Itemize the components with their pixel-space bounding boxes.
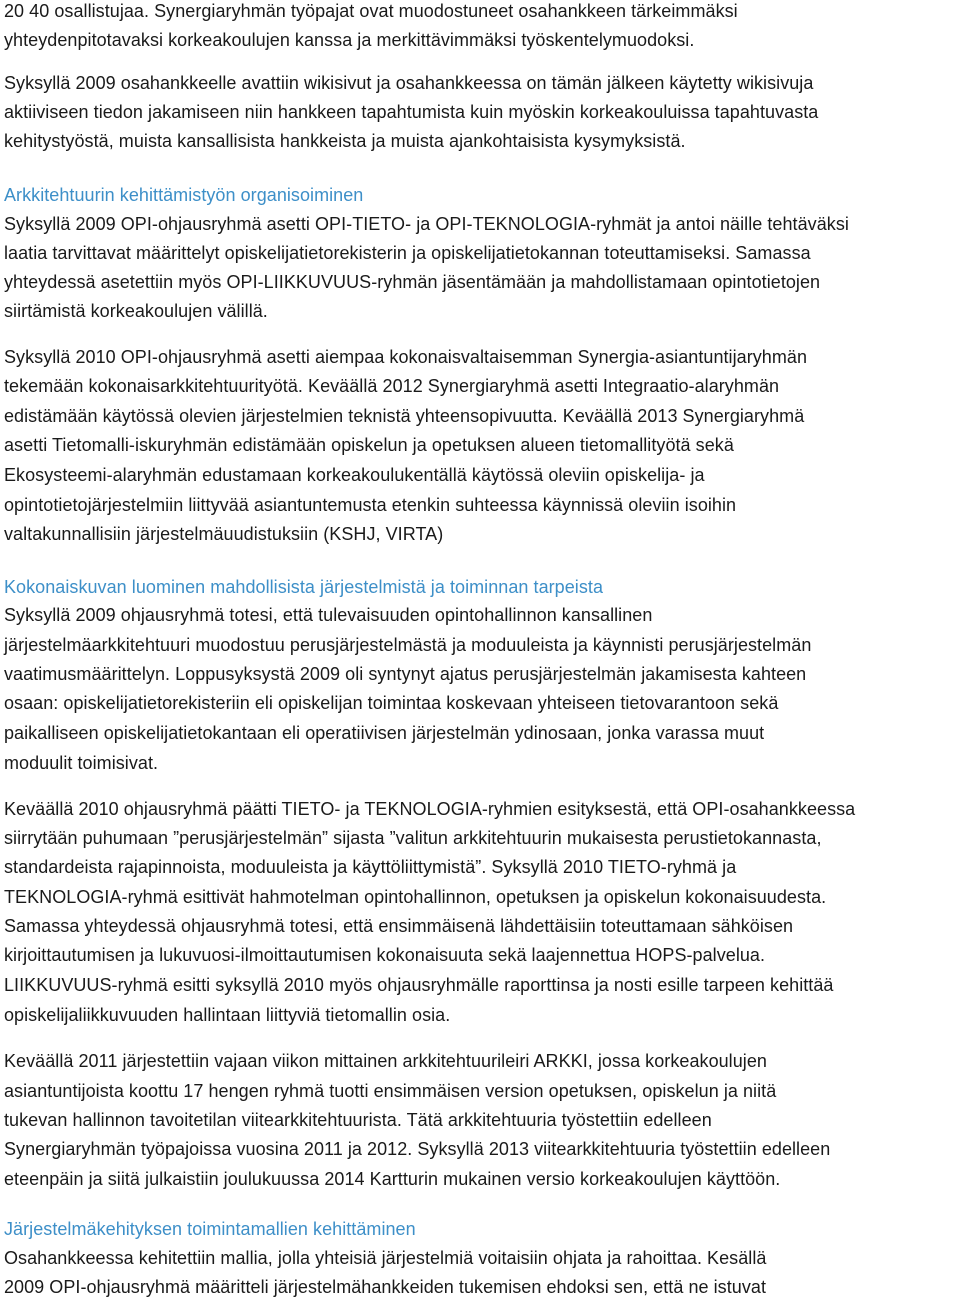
text-line: Synergiaryhmän työpajoissa vuosina 2011 ja 2012. Syksyllä 2013 viitearkkitehtuuria työstettiin edelleen [4, 1139, 831, 1159]
section-heading-models: Järjestelmäkehityksen toimintamallien kehittäminen [4, 1219, 416, 1239]
text-line: opiskelijaliikkuvuuden hallintaan liittyviä tietomallin osia. [4, 1005, 451, 1025]
text-line: tekemään kokonaisarkkitehtuurityötä. Keväällä 2012 Synergiaryhmä asetti Integraatio-alaryhmän [4, 376, 780, 396]
text-line: järjestelmäarkkitehtuuri muodostuu perusjärjestelmästä ja moduuleista ja käynnisti perusjärjestelmän [4, 635, 812, 655]
text-line: asiantuntijoista koottu 17 hengen ryhmä tuotti ensimmäisen version opetuksen, opiskelun ja niitä [4, 1081, 777, 1101]
text-line: 20 40 osallistujaa. Synergiaryhmän työpajat ovat muodostuneet osahankkeen tärkeimmäksi [4, 1, 738, 21]
text-line: valtakunnallisiin järjestelmäuudistuksiin (KSHJ, VIRTA) [4, 524, 444, 544]
text-line: siirtämistä korkeakoulujen välillä. [4, 301, 268, 321]
text-line: 2009 OPI-ohjausryhmä määritteli järjestelmähankkeiden tukemisen ehdoksi sen, että ne istuvat [4, 1277, 766, 1297]
text-line: Syksyllä 2009 osahankkeelle avattiin wikisivut ja osahankkeessa on tämän jälkeen käytetty wikisivuja [4, 73, 814, 93]
text-line: opintotietojärjestelmiin liittyvää asiantuntemusta etenkin suhteessa käynnissä oleviin isoihin [4, 495, 737, 515]
text-line: Syksyllä 2009 ohjausryhmä totesi, että tulevaisuuden opintohallinnon kansallinen [4, 605, 653, 625]
text-line: Samassa yhteydessä ohjausryhmä totesi, että ensimmäisenä lähdettäisiin toteuttamaan sähköisen [4, 916, 794, 936]
text-line: moduulit toimisivat. [4, 753, 159, 773]
text-line: Keväällä 2011 järjestettiin vajaan viikon mittainen arkkitehtuurileiri ARKKI, jossa korkeakoulujen [4, 1051, 767, 1071]
text-line: kehitystyöstä, muista kansallisista hankkeista ja muista ajankohtaisista kysymyksistä. [4, 131, 686, 151]
text-line: edistämään käytössä olevien järjestelmien teknistä yhteensopivuutta. Keväällä 2013 Synergiaryhmä [4, 406, 805, 426]
text-line: Ekosysteemi-alaryhmän edustamaan korkeakoulukentällä käytössä oleviin opiskelija- ja [4, 465, 705, 485]
text-line: LIIKKUVUUS-ryhmä esitti syksyllä 2010 myös ohjausryhmälle raporttinsa ja nosti esille tarpeen kehittää [4, 975, 834, 995]
text-line: siirrytään puhumaan ”perusjärjestelmän” sijasta ”valitun arkkitehtuurin mukaisesta perustietokannasta, [4, 828, 822, 848]
text-line: standardeista rajapinnoista, moduuleista ja käyttöliittymistä”. Syksyllä 2010 TIETO-ryhmä ja [4, 857, 737, 877]
text-line: Keväällä 2010 ohjausryhmä päätti TIETO- ja TEKNOLOGIA-ryhmien esityksestä, että OPI-osahankkeessa [4, 799, 856, 819]
text-line: asetti Tietomalli-iskuryhmän edistämään opiskelun ja opetuksen alueen tietomallityötä sekä [4, 435, 734, 455]
section-heading-overview: Kokonaiskuvan luominen mahdollisista järjestelmistä ja toiminnan tarpeista [4, 577, 603, 597]
text-line: yhteydessä asetettiin myös OPI-LIIKKUVUUS-ryhmän jäsentämään ja mahdollistamaan opintotietojen [4, 272, 821, 292]
text-line: yhteydenpitotavaksi korkeakoulujen kanssa ja merkittävimmäksi työskentelymuodoksi. [4, 30, 695, 50]
text-line: kirjoittautumisen ja lukuvuosi-ilmoittautumisen kokonaisuuta sekä laajennettua HOPS-palvelua. [4, 945, 766, 965]
text-line: laatia tarvittavat määrittelyt opiskelijatietorekisterin ja opiskelijatietokannan toteuttamiseksi. Samassa [4, 243, 811, 263]
text-line: eteenpäin ja siitä julkaistiin joulukuussa 2014 Kartturin mukainen versio korkeakoulujen käyttöön. [4, 1169, 781, 1189]
text-line: vaatimusmäärittelyn. Loppusyksystä 2009 oli syntynyt ajatus perusjärjestelmän jakamisesta kahteen [4, 664, 807, 684]
text-line: Syksyllä 2009 OPI-ohjausryhmä asetti OPI-TIETO- ja OPI-TEKNOLOGIA-ryhmät ja antoi näille tehtäväksi [4, 214, 849, 234]
text-line: paikalliseen opiskelijatietokantaan eli operatiivisen järjestelmän ydinosaan, jonka varassa muut [4, 723, 765, 743]
text-line: TEKNOLOGIA-ryhmä esittivät hahmotelman opintohallinnon, opetuksen ja opiskelun kokonaisuudesta. [4, 887, 827, 907]
text-line: tukevan hallinnon tavoitetilan viitearkkitehtuurista. Tätä arkkitehtuuria työstettiin edelleen [4, 1110, 712, 1130]
text-line: osaan: opiskelijatietorekisteriin eli opiskelijan toimintaa koskevaan yhteiseen tietovarantoon sekä [4, 693, 779, 713]
text-line: Syksyllä 2010 OPI-ohjausryhmä asetti aiempaa kokonaisvaltaisemman Synergia-asiantuntijaryhmän [4, 347, 808, 367]
text-line: Osahankkeessa kehitettiin mallia, jolla yhteisiä järjestelmiä voitaisiin ohjata ja rahoittaa. Kesällä [4, 1248, 767, 1268]
text-line: aktiiviseen tiedon jakamiseen niin hankkeen tapahtumista kuin myöskin korkeakouluissa tapahtuvasta [4, 102, 819, 122]
section-heading-organization: Arkkitehtuurin kehittämistyön organisoiminen [4, 185, 364, 205]
